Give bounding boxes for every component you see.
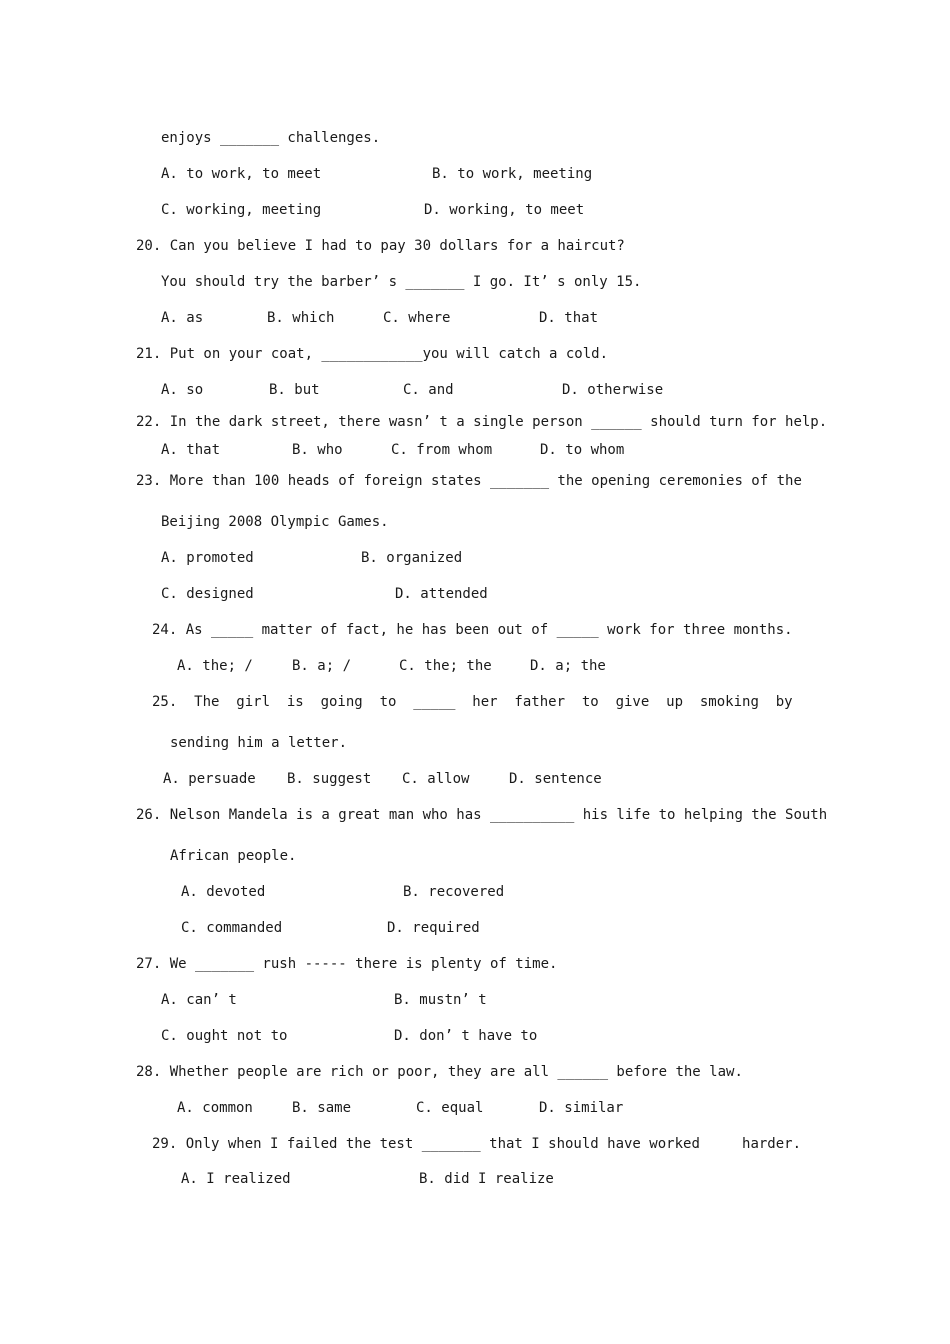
- q20-option-c: C. where: [383, 310, 451, 326]
- q20-option-a: A. as: [161, 310, 204, 326]
- q25-option-b: B. suggest: [287, 771, 372, 787]
- q20-option-b: B. which: [267, 310, 335, 326]
- q24-stem: 24. As _____ matter of fact, he has been out of _____ work for three months.: [152, 622, 793, 638]
- q27-option-a: A. can’ t: [161, 992, 237, 1008]
- q27-option-d: D. don’ t have to: [394, 1028, 538, 1044]
- q28-option-b: B. same: [292, 1100, 352, 1116]
- q25-stem: 25. The girl is going to _____ her father to give up smoking by: [152, 694, 793, 710]
- q21-option-b: B. but: [269, 382, 320, 398]
- q29-option-b: B. did I realize: [419, 1171, 554, 1187]
- q21-option-c: C. and: [403, 382, 454, 398]
- q24-option-b: B. a; /: [292, 658, 352, 674]
- q21-stem: 21. Put on your coat, ____________you will catch a cold.: [136, 346, 609, 362]
- q28-option-a: A. common: [177, 1100, 253, 1116]
- q26-option-a: A. devoted: [181, 884, 266, 900]
- q23-stem: 23. More than 100 heads of foreign states _______ the opening ceremonies of the: [136, 473, 802, 489]
- q26-stem-line2: African people.: [170, 848, 297, 864]
- q29-option-a: A. I realized: [181, 1171, 291, 1187]
- q20-stem-line2: You should try the barber’ s _______ I go. It’ s only 15.: [161, 274, 642, 290]
- q25-option-d: D. sentence: [509, 771, 602, 787]
- q24-option-a: A. the; /: [177, 658, 253, 674]
- q27-option-b: B. mustn’ t: [394, 992, 487, 1008]
- q19-option-b: B. to work, meeting: [432, 166, 593, 182]
- q19-option-d: D. working, to meet: [424, 202, 585, 218]
- q26-option-d: D. required: [387, 920, 480, 936]
- q23-stem-line2: Beijing 2008 Olympic Games.: [161, 514, 389, 530]
- q26-option-c: C. commanded: [181, 920, 283, 936]
- q22-option-c: C. from whom: [391, 442, 493, 458]
- q20-option-d: D. that: [539, 310, 599, 326]
- q22-stem: 22. In the dark street, there wasn’ t a single person ______ should turn for help.: [136, 414, 828, 430]
- q28-option-d: D. similar: [539, 1100, 624, 1116]
- q22-option-a: A. that: [161, 442, 221, 458]
- q25-option-c: C. allow: [402, 771, 470, 787]
- q19-stem-continued: enjoys _______ challenges.: [161, 130, 381, 146]
- q25-stem-line2: sending him a letter.: [170, 735, 348, 751]
- q26-option-b: B. recovered: [403, 884, 505, 900]
- q25-option-a: A. persuade: [163, 771, 256, 787]
- q29-stem: 29. Only when I failed the test _______ that I should have worked harder.: [152, 1136, 802, 1152]
- q22-option-b: B. who: [292, 442, 343, 458]
- q19-option-a: A. to work, to meet: [161, 166, 322, 182]
- q28-option-c: C. equal: [416, 1100, 484, 1116]
- q23-option-d: D. attended: [395, 586, 488, 602]
- q23-option-a: A. promoted: [161, 550, 254, 566]
- q21-option-a: A. so: [161, 382, 204, 398]
- q19-option-c: C. working, meeting: [161, 202, 322, 218]
- q27-option-c: C. ought not to: [161, 1028, 288, 1044]
- q27-stem: 27. We _______ rush ----- there is plenty of time.: [136, 956, 558, 972]
- q24-option-d: D. a; the: [530, 658, 606, 674]
- q20-stem: 20. Can you believe I had to pay 30 dollars for a haircut?: [136, 238, 625, 254]
- q23-option-c: C. designed: [161, 586, 254, 602]
- q26-stem: 26. Nelson Mandela is a great man who has __________ his life to helping the South: [136, 807, 828, 823]
- q21-option-d: D. otherwise: [562, 382, 664, 398]
- q22-option-d: D. to whom: [540, 442, 625, 458]
- q28-stem: 28. Whether people are rich or poor, they are all ______ before the law.: [136, 1064, 743, 1080]
- q23-option-b: B. organized: [361, 550, 463, 566]
- q24-option-c: C. the; the: [399, 658, 492, 674]
